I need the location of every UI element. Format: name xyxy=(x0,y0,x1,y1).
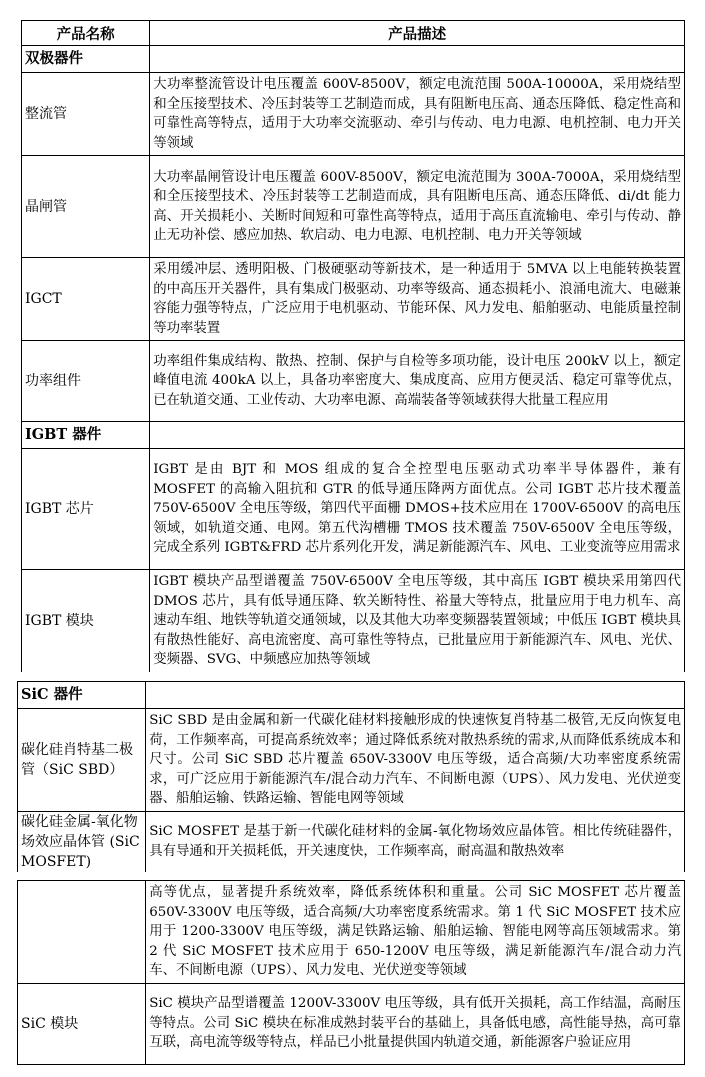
table-row xyxy=(18,983,685,1064)
category-row-igbt xyxy=(22,422,685,449)
product-desc-sic-sbd: SiC SBD 是由金属和新一代碳化硅材料接触形成的快速恢复肖特基二极管,无反向恢复电荷，工作频率高，可提高系统效率；通过降低系统对散热系统的需求,从而降低系统成本和尺寸。公司 SiC SBD 芯片覆盖 650V-3300V 电压等级，适合高频/大功率密度系统需求，可广泛应用于新能源汽车/混合动力汽车、不间断电源（UPS）、风力发电、光伏逆变器、船舶运输、铁路运输、智能电网等领域 xyxy=(146,709,685,812)
category-row-bipolar xyxy=(22,46,685,73)
category-empty-cell xyxy=(150,422,685,449)
category-title-igbt: IGBT 器件 xyxy=(22,422,150,449)
col-header-name: 产品名称 xyxy=(22,21,150,46)
table-row xyxy=(22,156,685,258)
product-desc-sic-module: SiC 模块产品型谱覆盖 1200V-3300V 电压等级，具有低开关损耗，高工作结温，高耐压等特点。公司 SiC 模块在标准成熟封装平台的基础上，具备低电感，高性能导热，高可靠互联，高电流等级等特点，样品已小批量提供国内轨道交通，新能源客户验证应用 xyxy=(146,983,685,1064)
product-desc-power-assembly: 功率组件集成结构、散热、控制、保护与自检等多项功能，设计电压 200kV 以上，额定峰值电流 400kA 以上，具备功率密度大、集成度高、应用方便灵活、稳定可靠等优点，已在轨道交通、工业传动、大功率电源、高端装备等领域获得大批量工程应用 xyxy=(150,341,685,422)
product-table-part-1 xyxy=(21,20,685,672)
product-name-sic-module: SiC 模块 xyxy=(18,983,146,1064)
table-row xyxy=(22,449,685,570)
category-empty-cell xyxy=(150,46,685,73)
table-row xyxy=(22,570,685,672)
category-title-bipolar: 双极器件 xyxy=(22,46,150,73)
category-empty-cell xyxy=(146,682,685,709)
product-desc-igbt-chip: IGBT 是由 BJT 和 MOS 组成的复合全控型电压驱动式功率半导体器件，兼有 MOSFET 的高输入阻抗和 GTR 的低导通压降两方面优点。公司 IGBT 芯片技术覆盖 750V-6500V 全电压等级，第四代平面栅 DMOS+技术应用在 1700V-6500V 的高电压领域，如轨道交通、电网。第五代沟槽栅 TMOS 技术覆盖 750V-6500V 全电压等级，完成全系列 IGBT&FRD 芯片系列化开发，满足新能源汽车、风电、工业变流等应用需求 xyxy=(150,449,685,570)
product-name-thyristor: 晶闸管 xyxy=(22,156,150,258)
table-header-row xyxy=(22,21,685,46)
product-desc-rectifier: 大功率整流管设计电压覆盖 600V-8500V，额定电流范围 500A-10000A，采用烧结型和全压接型技术、冷压封装等工艺制造而成，具有阻断电压高、通态压降低、稳定性高和可靠性高等特点，适用于大功率交流驱动、牵引与传动、电力电源、电机控制、电力开关等领域 xyxy=(150,73,685,156)
product-table-part-3 xyxy=(17,880,685,1065)
table-row xyxy=(18,709,685,812)
col-header-desc: 产品描述 xyxy=(150,21,685,46)
table-row xyxy=(22,258,685,341)
product-name-sic-sbd: 碳化硅肖特基二极管（SiC SBD） xyxy=(18,709,146,812)
product-desc-thyristor: 大功率晶闸管设计电压覆盖 600V-8500V，额定电流范围为 300A-7000A，采用烧结型和全压接型技术、冷压封装等工艺制造而成，具有阻断电压高、通态压降低、di/dt 能力高、开关损耗小、关断时间短和可靠性高等特点，适用于高压直流输电、牵引与传动、静止无功补偿、感应加热、软启动、电力电源、电机控制、电力开关等领域 xyxy=(150,156,685,258)
table-row xyxy=(18,881,685,984)
product-name-igct: IGCT xyxy=(22,258,150,341)
product-desc-sic-mosfet-part1: SiC MOSFET 是基于新一代碳化硅材料的金属-氧化物场效应晶体管。相比传统硅器件，具有导通和开关损耗低，开关速度快，工作频率高，耐高温和散热效率 xyxy=(146,811,685,872)
category-title-sic: SiC 器件 xyxy=(18,682,146,709)
product-name-rectifier: 整流管 xyxy=(22,73,150,156)
product-desc-sic-mosfet-part2: 高等优点，显著提升系统效率，降低系统体积和重量。公司 SiC MOSFET 芯片覆盖 650V-3300V 电压等级，适合高频/大功率密度系统需求。第 1 代 SiC MOSFET 技术应用于 1200-3300V 电压等级，满足铁路运输、船舶运输、智能电网等高压领域需求。第 2 代 SiC MOSFET 技术应用于 650-1200V 电压等级，满足新能源汽车/混合动力汽车、不间断电源（UPS）、风力发电、光伏逆变等领域 xyxy=(146,881,685,984)
product-desc-igct: 采用缓冲层、透明阳极、门极硬驱动等新技术，是一种适用于 5MVA 以上电能转换装置的中高压开关器件，具有集成门极驱动、功率等级高、通态损耗小、浪涌电流大、电磁兼容能力强等特点，广泛应用于电机驱动、节能环保、风力发电、船舶驱动、电能质量控制等功率装置 xyxy=(150,258,685,341)
product-name-sic-mosfet: 碳化硅金属-氧化物场效应晶体管 (SiC MOSFET) xyxy=(18,811,146,872)
product-name-power-assembly: 功率组件 xyxy=(22,341,150,422)
product-name-sic-mosfet-continued xyxy=(18,881,146,984)
product-name-igbt-chip: IGBT 芯片 xyxy=(22,449,150,570)
table-row xyxy=(18,811,685,872)
table-row xyxy=(22,341,685,422)
product-table-part-2 xyxy=(17,681,685,872)
product-name-igbt-module: IGBT 模块 xyxy=(22,570,150,672)
category-row-sic xyxy=(18,682,685,709)
table-row xyxy=(22,73,685,156)
product-desc-igbt-module: IGBT 模块产品型谱覆盖 750V-6500V 全电压等级，其中高压 IGBT 模块采用第四代 DMOS 芯片，具有低导通压降、软关断特性、裕量大等特点，批量应用于电力机车、高速动车组、地铁等轨道交通领域，以及其他大功率变频器装置领域；中低压 IGBT 模块具有散热性能好、高电流密度、高可靠性等特点，已批量应用于新能源汽车、风电、光伏、变频器、SVG、中频感应加热等领域 xyxy=(150,570,685,672)
